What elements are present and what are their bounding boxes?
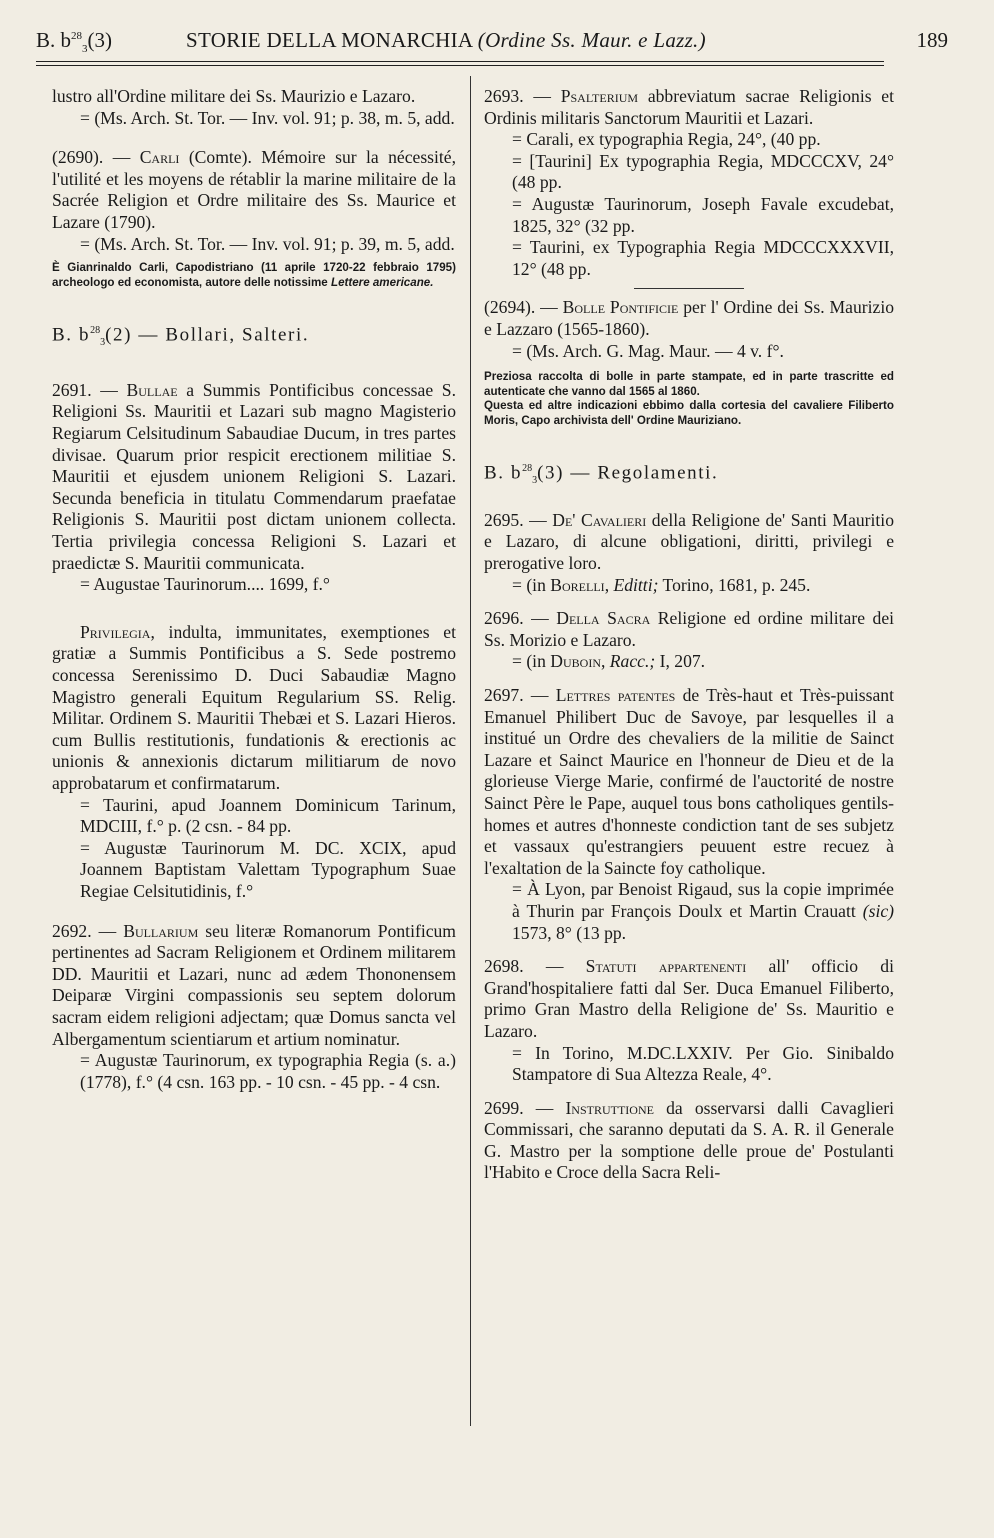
entry-reference: = Carali, ex typographia Regia, 24°, (40 pp. bbox=[512, 129, 821, 150]
entry-2695: 2695. — De' Cavalieri della Religione de' Santi Mauritio e Lazaro, di alcune obligationi, diritti, privilegi e prerogative loro. bbox=[484, 509, 894, 574]
entry-2693: 2693. — Psalterium abbreviatum sacrae Religionis et Ordinis militaris Sanctorum Mauritii et Lazari. bbox=[484, 86, 895, 128]
entry-note: Questa ed altre indicazioni ebbimo dalla cortesia del cavaliere Filiberto Moris, Capo archivista dell' Ordine Mauriziano. bbox=[484, 399, 894, 427]
entry-reference: = Augustæ Taurinorum, ex typographia Regia (s. a.) (1778), f.° (4 csn. 163 pp. - 10 csn. - 45 pp. - 4 csn. bbox=[80, 1050, 456, 1092]
entry-reference: = Augustae Taurinorum.... 1699, f.° bbox=[80, 574, 330, 595]
entry-2692: 2692. — Bullarium seu literæ Romanorum Pontificum pertinentes ad Sacram Religionem et Ordinem militarem DD. Mauritii et Lazari, nunc ad ædem Thononensem Deiparæ Virgini compassionis seu septem dolorum sacram eidem religioni adjectam; quæ Domus sancta vel Albergamentum scientiarum et artium nominatur. bbox=[52, 920, 456, 1049]
entry-reference: = Taurini, ex Typographia Regia MDCCCXXXVII, 12° (48 pp. bbox=[512, 237, 894, 279]
left-column bbox=[52, 86, 456, 1093]
entry-reference: = (in Borelli, Editti; Torino, 1681, p. 245. bbox=[512, 574, 811, 595]
entry-reference: = Augustæ Taurinorum M. DC. XCIX, apud Joannem Baptistam Valettam Typographum Suae Regiae Celsitutidinis, f.° bbox=[80, 837, 456, 901]
entry-reference: = À Lyon, par Benoist Rigaud, sus la copie imprimée à Thurin par François Doulx et Martin Crauatt (sic) 1573, 8° (13 pp. bbox=[512, 879, 894, 943]
header-rule bbox=[36, 61, 884, 62]
entry-2697: 2697. — Lettres patentes de Très-haut et Très-puissant Emanuel Philibert Duc de Savoye, par lesquelles il a institué un Ordre des chevaliers de la militie de Sainct Lazare et Sainct Maurice en l'honneur de Dieu et de la glorieuse Vierge Marie, confirmé de l'auctorité de nostre Sainct Père le Pape, auquel tous bons catholiques gentils-homes et autres d'honneste condiction tant de ses subjetz et vassaux qu'estrangiers peuuent estre recuez à l'exaltation de la Saincte foy catholique. bbox=[484, 685, 894, 878]
entry-reference: = (Ms. Arch. St. Tor. — Inv. vol. 91; p. 38, m. 5, add. bbox=[80, 107, 455, 128]
entry-reference: = Taurini, apud Joannem Dominicum Tarinum, MDCIII, f.° p. (2 csn. - 84 pp. bbox=[80, 794, 456, 837]
entry-2696: 2696. — Della Sacra Religione ed ordine militare dei Ss. Morizio e Lazaro. bbox=[484, 608, 895, 650]
header-rule-thin bbox=[36, 65, 884, 66]
entry-2698: 2698. — Statuti appartenenti all' officio di Grand'hospitaliere fatti dal Ser. Duca Emanuel Filiberto, primo Gran Mastro della Religione de' Ss. Mauritio e Lazaro. bbox=[484, 956, 894, 1041]
page-number: 189 bbox=[916, 28, 948, 52]
entry-privilegia: Privilegia, indulta, immunitates, exemptiones et gratiæ a Summis Pontificibus a S. Sede postremo concessa Serenissimo D. Duci Sabaudiæ Magno Magistro generali Equitum Regularium SS. Relig. Militar. Ordinem S. Mauritii Thebæi et S. Lazari Hieros. cum Bullis restitutionis, fundationis & erectionis ac unionis & annexionis dictarum militiarum de novo approbatarum et confirmatarum. bbox=[52, 621, 456, 793]
entry-2691: 2691. — Bullae a Summis Pontificibus concessae S. Religioni Ss. Mauritii et Lazari sub magno Magisterio Regiarum Celsitudinum Sabaudiae Ducum, in tres partes divisae. Quarum prior respicit erectionem militiae S. Mauritii et ejusdem unionem Religioni S. Lazari. Secunda beneficia in titulatu Commendarum praefatae Religionis S. Mauritii post dictam unionem collecta. Tertia privilegia concessa Religioni S. Lazari et praedictæ S. Mauritii communicata. bbox=[52, 379, 456, 573]
section-code: B. $b^{28}_3(3)$ bbox=[36, 28, 113, 56]
entry-note: È Gianrinaldo Carli, Capodistriano (11 aprile 1720-22 febbraio 1795) archeologo ed economista, autore delle notissime Lettere americane. bbox=[52, 261, 456, 289]
entry-reference: = Augustæ Taurinorum, Joseph Favale excudebat, 1825, 32° (32 pp. bbox=[512, 193, 894, 236]
entry-reference: = (Ms. Arch. G. Mag. Maur. — 4 v. f°. bbox=[512, 340, 784, 361]
separator-rule bbox=[634, 288, 744, 289]
entry-2690: (2690). — Carli (Comte). Mémoire sur la nécessité, l'utilité et les moyens de rétablir la marine militaire de la Sacrée Religion et Ordre militaire des Ss. Maurice et Lazare (1790). bbox=[52, 147, 456, 232]
entry-2699: 2699. — Instruttione da osservarsi dalli Cavaglieri Commissari, che saranno deputati da S. A. R. il Generale G. Mastro per la somptione delle proue de' Postulanti l'Habito e Croce della Sacra Reli- bbox=[484, 1097, 894, 1183]
entry-reference: = In Torino, M.DC.LXXIV. Per Gio. Sinibaldo Stampatore di Sua Altezza Reale, 4°. bbox=[512, 1042, 894, 1085]
entry-2694: (2694). — Bolle Pontificie per l' Ordine dei Ss. Maurizio e Lazzaro (1565-1860). bbox=[484, 297, 895, 339]
page-title: STORIE DELLA MONARCHIA (Ordine Ss. Maur. e Lazz.) bbox=[186, 28, 706, 52]
section-heading-bollari: B. $b^{28}_3(2)$ — Bollari, Salteri. bbox=[52, 324, 310, 349]
entry-reference: = (in Duboin, Racc.; I, 207. bbox=[512, 651, 706, 672]
entry-note: Preziosa raccolta di bolle in parte stampate, ed in parte trascritte ed autenticate che vanno dal 1565 al 1860. bbox=[484, 370, 894, 398]
entry-reference: = (Ms. Arch. St. Tor. — Inv. vol. 91; p. 39, m. 5, add. bbox=[80, 233, 455, 254]
right-column bbox=[484, 86, 894, 1184]
running-header bbox=[36, 26, 958, 56]
entry-reference: = [Taurini] Ex typographia Regia, MDCCCXV, 24° (48 pp. bbox=[512, 150, 894, 193]
section-heading-regolamenti: B. $b^{28}_3(3)$ — Regolamenti. bbox=[484, 462, 719, 487]
entry-continuation: lustro all'Ordine militare dei Ss. Maurizio e Lazaro. bbox=[52, 86, 416, 106]
column-divider bbox=[470, 76, 471, 1426]
